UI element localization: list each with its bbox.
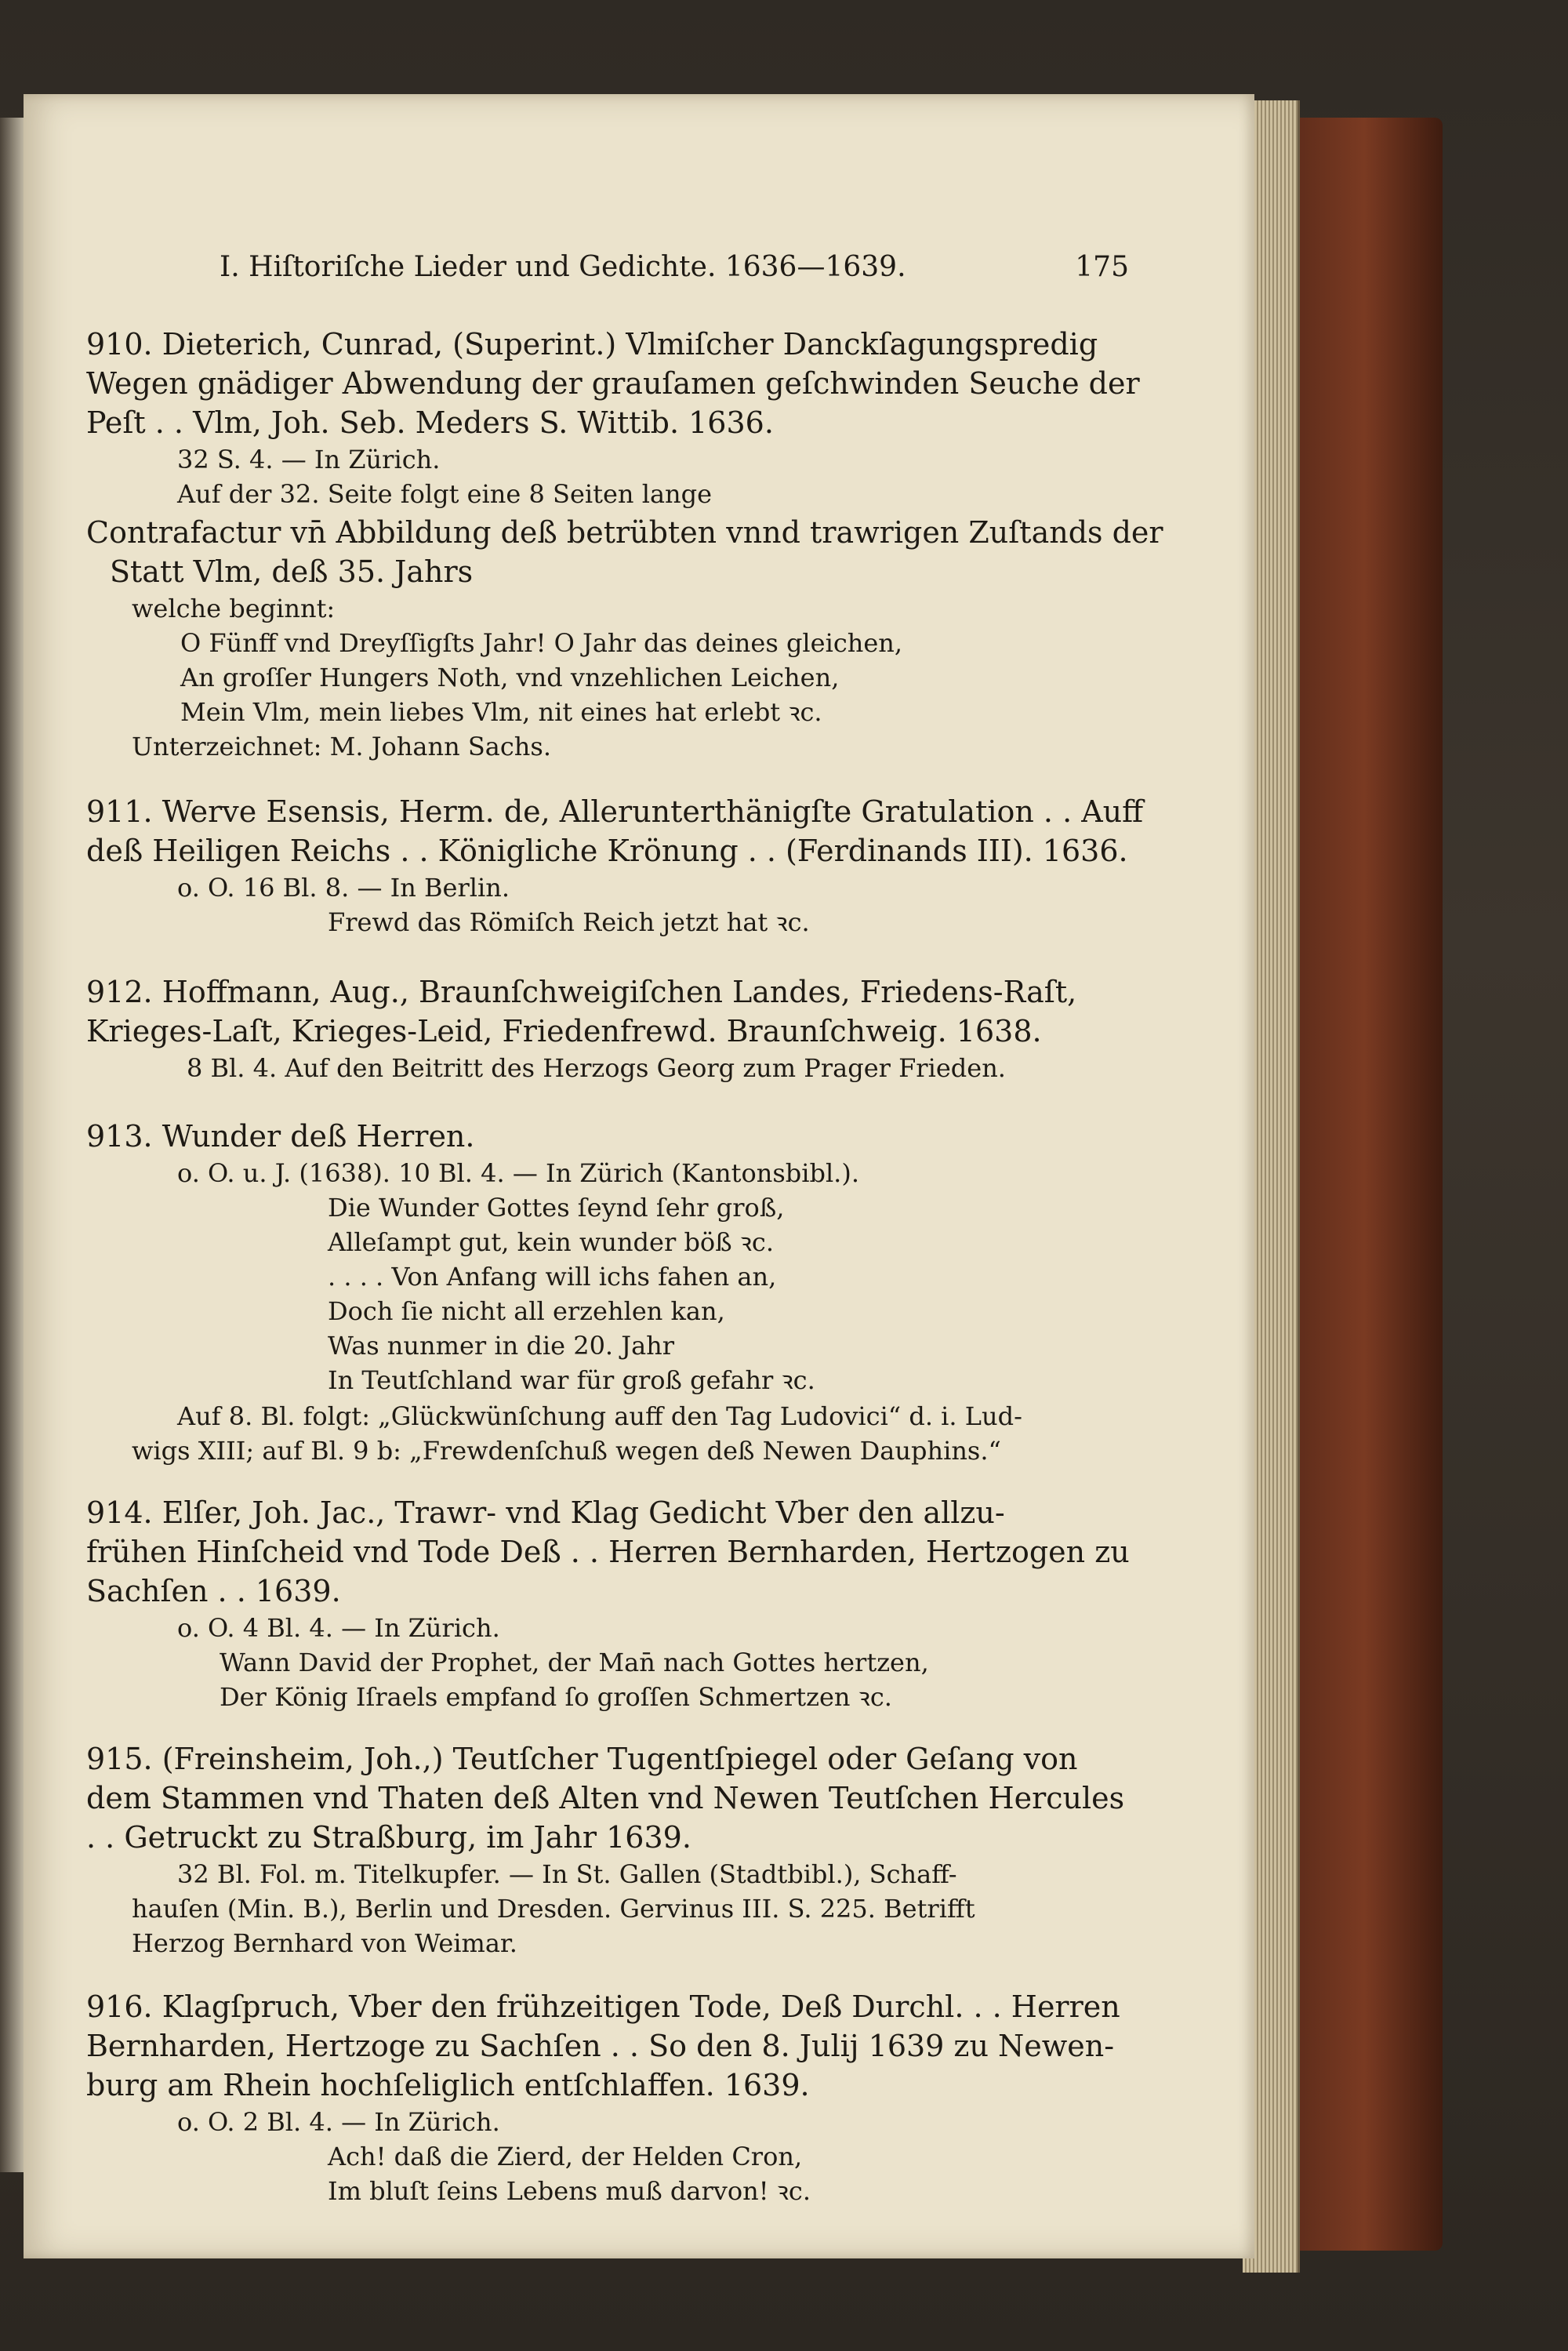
book-cover xyxy=(1286,118,1443,2251)
entry-913-verse: In Teutſchland war für groß gefahr ꝛc. xyxy=(328,1365,815,1395)
entry-910-verse: An groſſer Hungers Noth, vnd vnzehlichen Leichen, xyxy=(180,663,840,692)
entry-915-line: . . Getruckt zu Straßburg, im Jahr 1639. xyxy=(86,1820,691,1855)
entry-910-line: Wegen gnädiger Abwendung der grauſamen geſchwinden Seuche der xyxy=(86,366,1140,401)
entry-912-line: 8 Bl. 4. Auf den Beitritt des Herzogs Georg zum Prager Frieden. xyxy=(187,1053,1006,1083)
entry-910-line: Unterzeichnet: M. Johann Sachs. xyxy=(132,732,551,761)
entry-912-line: Krieges-Laſt, Krieges-Leid, Friedenfrewd. Braunſchweig. 1638. xyxy=(86,1014,1042,1048)
entry-916-verse: Im bluſt ſeins Lebens muß darvon! ꝛc. xyxy=(328,2176,811,2206)
entry-910-line: Auf der 32. Seite folgt eine 8 Seiten lange xyxy=(177,479,713,509)
entry-914-line: o. O. 4 Bl. 4. — In Zürich. xyxy=(177,1613,500,1643)
entry-913-line: wigs XIII; auf Bl. 9 b: „Frewdenſchuß wegen deß Newen Dauphins.“ xyxy=(132,1436,1001,1466)
entry-910-line: welche beginnt: xyxy=(132,594,336,623)
entry-916-line: burg am Rhein hochſeliglich entſchlaffen. 1639. xyxy=(86,2068,810,2102)
entry-913-verse: Alleſampt gut, kein wunder böß ꝛc. xyxy=(328,1227,774,1257)
entry-914-line: frühen Hinſcheid vnd Tode Deß . . Herren Bernharden, Hertzogen zu xyxy=(86,1535,1130,1569)
entry-916-verse: Ach! daß die Zierd, der Helden Cron, xyxy=(328,2142,803,2171)
entry-910-line: Statt Vlm, deß 35. Jahrs xyxy=(110,554,474,589)
entry-914-line: Sachſen . . 1639. xyxy=(86,1574,341,1608)
entry-916-line: 916. Klagſpruch, Vber den frühzeitigen Tode, Deß Durchl. . . Herren xyxy=(86,1989,1120,2024)
entry-915-line: 32 Bl. Fol. m. Titelkupfer. — In St. Gallen (Stadtbibl.), Schaff- xyxy=(177,1859,957,1889)
entry-910-verse: O Fünff vnd Dreyſſigſts Jahr! O Jahr das deines gleichen, xyxy=(180,628,903,658)
entry-913-verse: . . . . Von Anfang will ichs fahen an, xyxy=(328,1262,777,1292)
entry-915-line: 915. (Freinsheim, Joh.,) Teutſcher Tugentſpiegel oder Geſang von xyxy=(86,1742,1078,1776)
entry-910-line: 910. Dieterich, Cunrad, (Superint.) Vlmiſcher Danckſagungspredig xyxy=(86,327,1098,362)
entry-913-line: 913. Wunder deß Herren. xyxy=(86,1119,475,1154)
entry-913-verse: Die Wunder Gottes ſeynd ſehr groß, xyxy=(328,1193,785,1223)
entry-915-line: dem Stammen vnd Thaten deß Alten vnd Newen Teutſchen Hercules xyxy=(86,1781,1125,1815)
entry-912-line: 912. Hoffmann, Aug., Braunſchweigiſchen Landes, Friedens-Raſt, xyxy=(86,975,1077,1009)
page-text xyxy=(24,94,1254,2258)
entry-913-line: Auf 8. Bl. folgt: „Glückwünſchung auff den Tag Ludovici“ d. i. Lud- xyxy=(177,1401,1022,1431)
entry-911-line: o. O. 16 Bl. 8. — In Berlin. xyxy=(177,873,510,903)
entry-913-verse: Doch ſie nicht all erzehlen kan, xyxy=(328,1296,725,1326)
entry-913-verse: Was nunmer in die 20. Jahr xyxy=(328,1331,675,1361)
entry-916-line: Bernharden, Hertzoge zu Sachſen . . So den 8. Julij 1639 zu Newen- xyxy=(86,2029,1115,2063)
entry-911-line: deß Heiligen Reichs . . Königliche Krönung . . (Ferdinands III). 1636. xyxy=(86,834,1128,868)
entry-911-verse: Frewd das Römiſch Reich jetzt hat ꝛc. xyxy=(328,907,810,937)
entry-910-line: Contrafactur vn̄ Abbildung deß betrübten vnnd trawrigen Zuſtands der xyxy=(86,515,1163,550)
entry-911-line: 911. Werve Esensis, Herm. de, Allerunterthänigſte Gratulation . . Auff xyxy=(86,794,1144,829)
entry-913-line: o. O. u. J. (1638). 10 Bl. 4. — In Zürich (Kantonsbibl.). xyxy=(177,1158,859,1188)
entry-914-verse: Der König Iſraels empfand ſo groſſen Schmertzen ꝛc. xyxy=(220,1682,892,1712)
entry-914-verse: Wann David der Prophet, der Man̄ nach Gottes hertzen, xyxy=(220,1648,929,1677)
page-number: 175 xyxy=(1075,251,1129,283)
running-title: I. Hiſtoriſche Lieder und Gedichte. 1636—1639. xyxy=(220,251,906,283)
entry-910-verse: Mein Vlm, mein liebes Vlm, nit eines hat erlebt ꝛc. xyxy=(180,697,822,727)
entry-916-line: o. O. 2 Bl. 4. — In Zürich. xyxy=(177,2107,500,2137)
entry-915-line: hauſen (Min. B.), Berlin und Dresden. Gervinus III. S. 225. Betrifft xyxy=(132,1894,975,1924)
entry-915-line: Herzog Bernhard von Weimar. xyxy=(132,1928,517,1958)
running-header xyxy=(220,251,1129,283)
entry-910-line: Peſt . . Vlm, Joh. Seb. Meders S. Wittib. 1636. xyxy=(86,405,774,440)
book-page xyxy=(24,94,1254,2258)
entry-914-line: 914. Elſer, Joh. Jac., Trawr- vnd Klag Gedicht Vber den allzu- xyxy=(86,1495,1005,1530)
entry-910-line: 32 S. 4. — In Zürich. xyxy=(177,445,441,474)
